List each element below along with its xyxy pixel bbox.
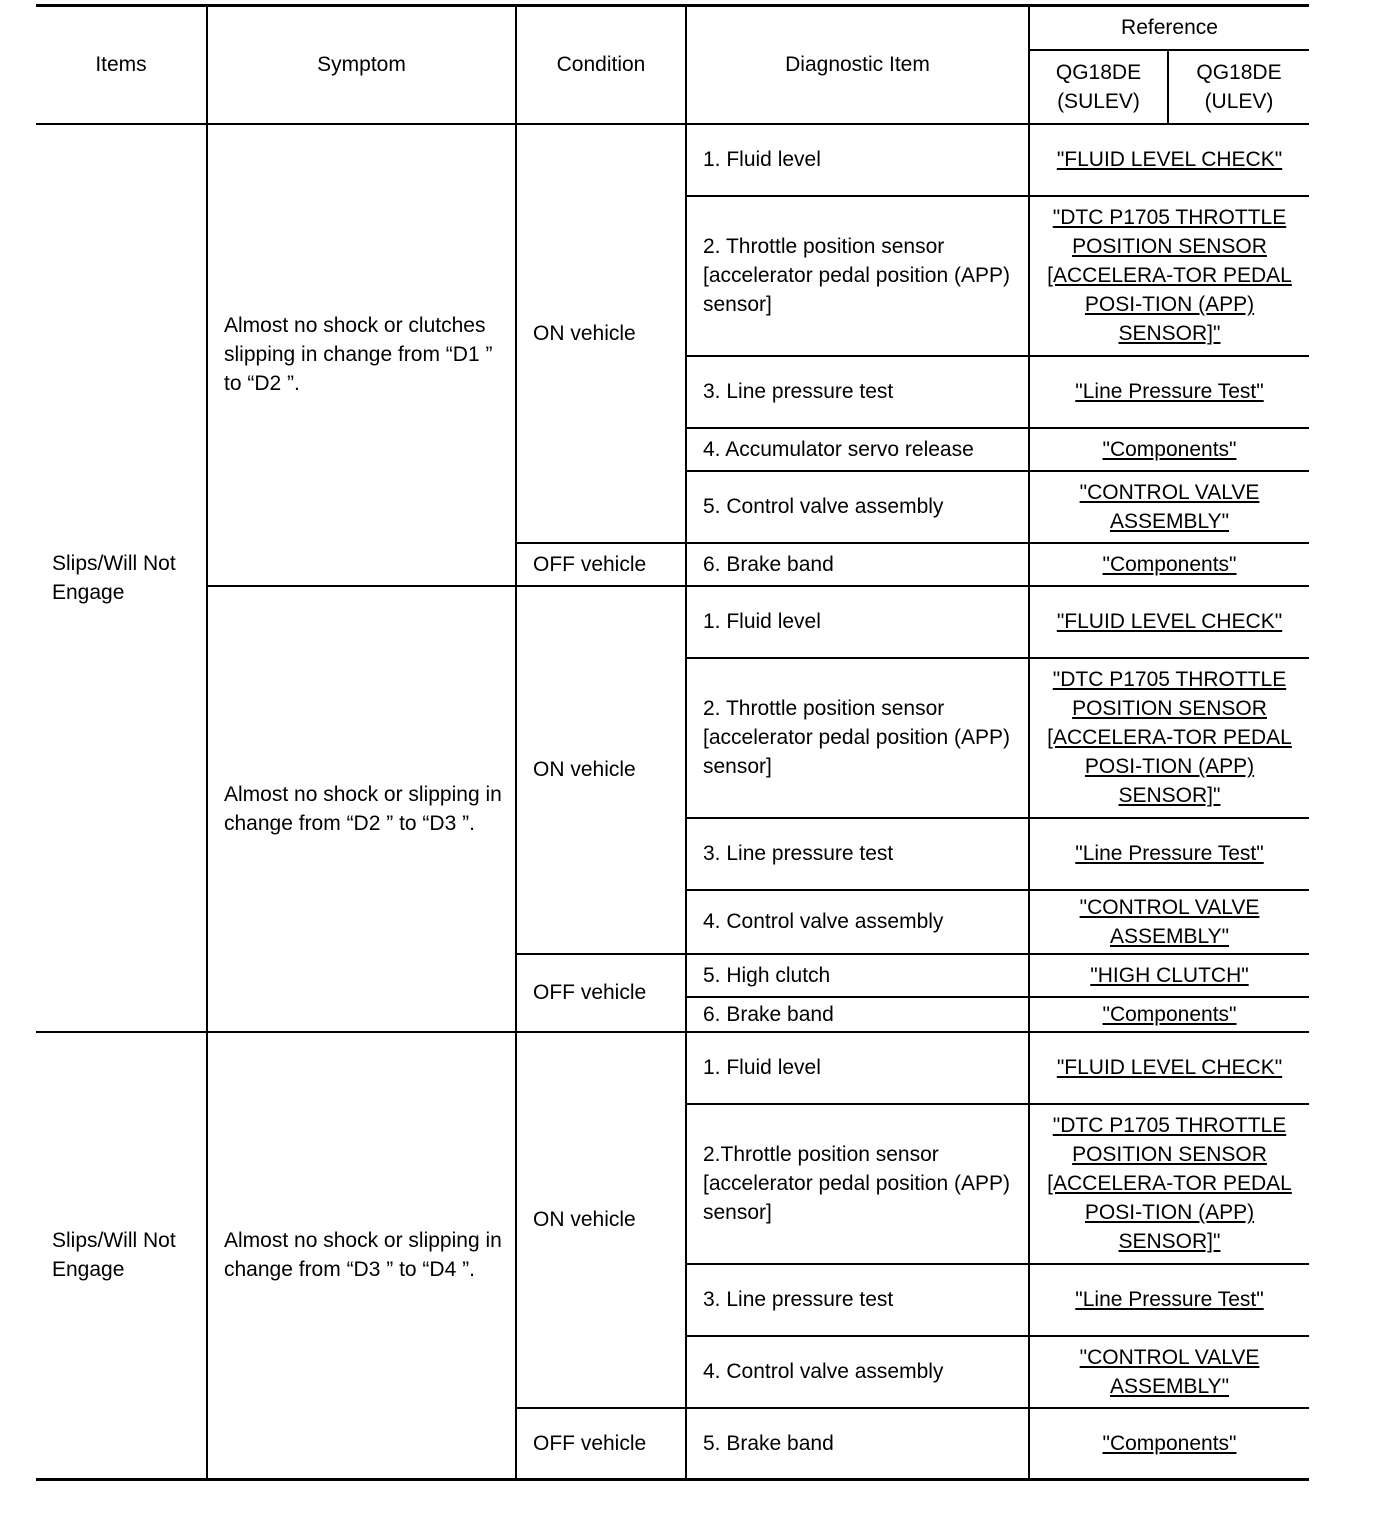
reference-link[interactable]: "DTC P1705 THROTTLE POSITION SENSOR [ACCELERA-TOR PEDAL POSI-TION (APP) SENSOR]" (1047, 1114, 1292, 1253)
header-ref-ulev: QG18DE (ULEV) (1167, 51, 1309, 123)
header-reference: Reference (1029, 6, 1309, 50)
reference-link[interactable]: "FLUID LEVEL CHECK" (1056, 610, 1283, 633)
symptom-cell: Almost no shock or clutches slipping in change from “D1 ” to “D2 ”. (207, 124, 516, 586)
reference-cell (1029, 471, 1309, 543)
diagnostic-item-cell: 4. Control valve assembly (686, 1336, 1029, 1408)
diagnostic-item-cell: 2. Throttle position sensor [accelerator pedal position (APP) sensor] (686, 658, 1029, 818)
reference-link[interactable]: "DTC P1705 THROTTLE POSITION SENSOR [ACCELERA-TOR PEDAL POSI-TION (APP) SENSOR]" (1047, 668, 1292, 807)
table-row (36, 124, 1309, 196)
reference-cell (1029, 1336, 1309, 1408)
reference-cell (1029, 997, 1309, 1032)
item-cell: Slips/Will Not Engage (36, 1032, 207, 1480)
table-row (36, 586, 1309, 658)
reference-cell (1029, 196, 1309, 356)
table-row (36, 1032, 1309, 1104)
diagnostic-item-cell: 6. Brake band (686, 543, 1029, 586)
condition-cell: OFF vehicle (516, 543, 686, 586)
reference-cell (1029, 954, 1309, 997)
diagnostic-item-cell: 4. Accumulator servo release (686, 428, 1029, 471)
header-ref-sulev: QG18DE (SULEV) (1055, 60, 1142, 113)
symptom-cell: Almost no shock or slipping in change from “D3 ” to “D4 ”. (207, 1032, 516, 1480)
reference-link[interactable]: "CONTROL VALVE ASSEMBLY" (1079, 895, 1260, 948)
diagnostic-item-cell: 1. Fluid level (686, 124, 1029, 196)
reference-cell (1029, 586, 1309, 658)
reference-cell (1029, 1104, 1309, 1264)
reference-cell (1029, 543, 1309, 586)
reference-cell (1029, 1032, 1309, 1104)
reference-link[interactable]: "CONTROL VALVE ASSEMBLY" (1079, 1345, 1260, 1398)
table-body (36, 124, 1309, 1480)
header-condition: Condition (516, 6, 686, 124)
reference-cell (1029, 428, 1309, 471)
header-diagnostic-item: Diagnostic Item (686, 6, 1029, 124)
condition-cell: OFF vehicle (516, 954, 686, 1032)
symptom-cell: Almost no shock or slipping in change from “D2 ” to “D3 ”. (207, 586, 516, 1032)
reference-cell (1029, 818, 1309, 890)
diagnostic-item-cell: 1. Fluid level (686, 1032, 1029, 1104)
reference-link[interactable]: "Components" (1102, 1002, 1237, 1026)
reference-link[interactable]: "Line Pressure Test" (1075, 380, 1264, 403)
diagnostic-item-cell: 3. Line pressure test (686, 818, 1029, 890)
reference-cell (1029, 124, 1309, 196)
reference-cell (1029, 356, 1309, 428)
condition-cell: ON vehicle (516, 124, 686, 543)
reference-link[interactable]: "Components" (1102, 437, 1237, 461)
reference-link[interactable]: "Components" (1102, 1431, 1237, 1455)
reference-link[interactable]: "FLUID LEVEL CHECK" (1056, 148, 1283, 171)
condition-cell: ON vehicle (516, 1032, 686, 1408)
reference-link[interactable]: "Line Pressure Test" (1075, 842, 1264, 865)
reference-cell (1029, 1264, 1309, 1336)
condition-cell: ON vehicle (516, 586, 686, 954)
diagnostic-item-cell: 5. High clutch (686, 954, 1029, 997)
item-cell: Slips/Will Not Engage (36, 124, 207, 1032)
diagnostic-item-cell: 3. Line pressure test (686, 356, 1029, 428)
diagnostic-item-cell: 1. Fluid level (686, 586, 1029, 658)
header-reference-models (1029, 50, 1309, 124)
header-items: Items (36, 6, 207, 124)
reference-link[interactable]: "CONTROL VALVE ASSEMBLY" (1079, 480, 1260, 533)
reference-cell (1029, 658, 1309, 818)
reference-link[interactable]: "Components" (1102, 552, 1237, 576)
diagnostic-item-cell: 5. Control valve assembly (686, 471, 1029, 543)
diagnostic-item-cell: 2.Throttle position sensor [accelerator pedal position (APP) sensor] (686, 1104, 1029, 1264)
diagnosis-table (36, 4, 1309, 1481)
diagnostic-item-cell: 6. Brake band (686, 997, 1029, 1032)
diagnostic-item-cell: 3. Line pressure test (686, 1264, 1029, 1336)
reference-link[interactable]: "Line Pressure Test" (1075, 1288, 1264, 1311)
diagnostic-item-cell: 4. Control valve assembly (686, 890, 1029, 954)
reference-cell (1029, 1408, 1309, 1480)
header-symptom: Symptom (207, 6, 516, 124)
condition-cell: OFF vehicle (516, 1408, 686, 1480)
reference-link[interactable]: "DTC P1705 THROTTLE POSITION SENSOR [ACCELERA-TOR PEDAL POSI-TION (APP) SENSOR]" (1047, 206, 1292, 345)
diagnostic-item-cell: 2. Throttle position sensor [accelerator pedal position (APP) sensor] (686, 196, 1029, 356)
reference-link[interactable]: "FLUID LEVEL CHECK" (1056, 1056, 1283, 1079)
diagnostic-item-cell: 5. Brake band (686, 1408, 1029, 1480)
reference-link[interactable]: "HIGH CLUTCH" (1090, 963, 1249, 987)
reference-cell (1029, 890, 1309, 954)
